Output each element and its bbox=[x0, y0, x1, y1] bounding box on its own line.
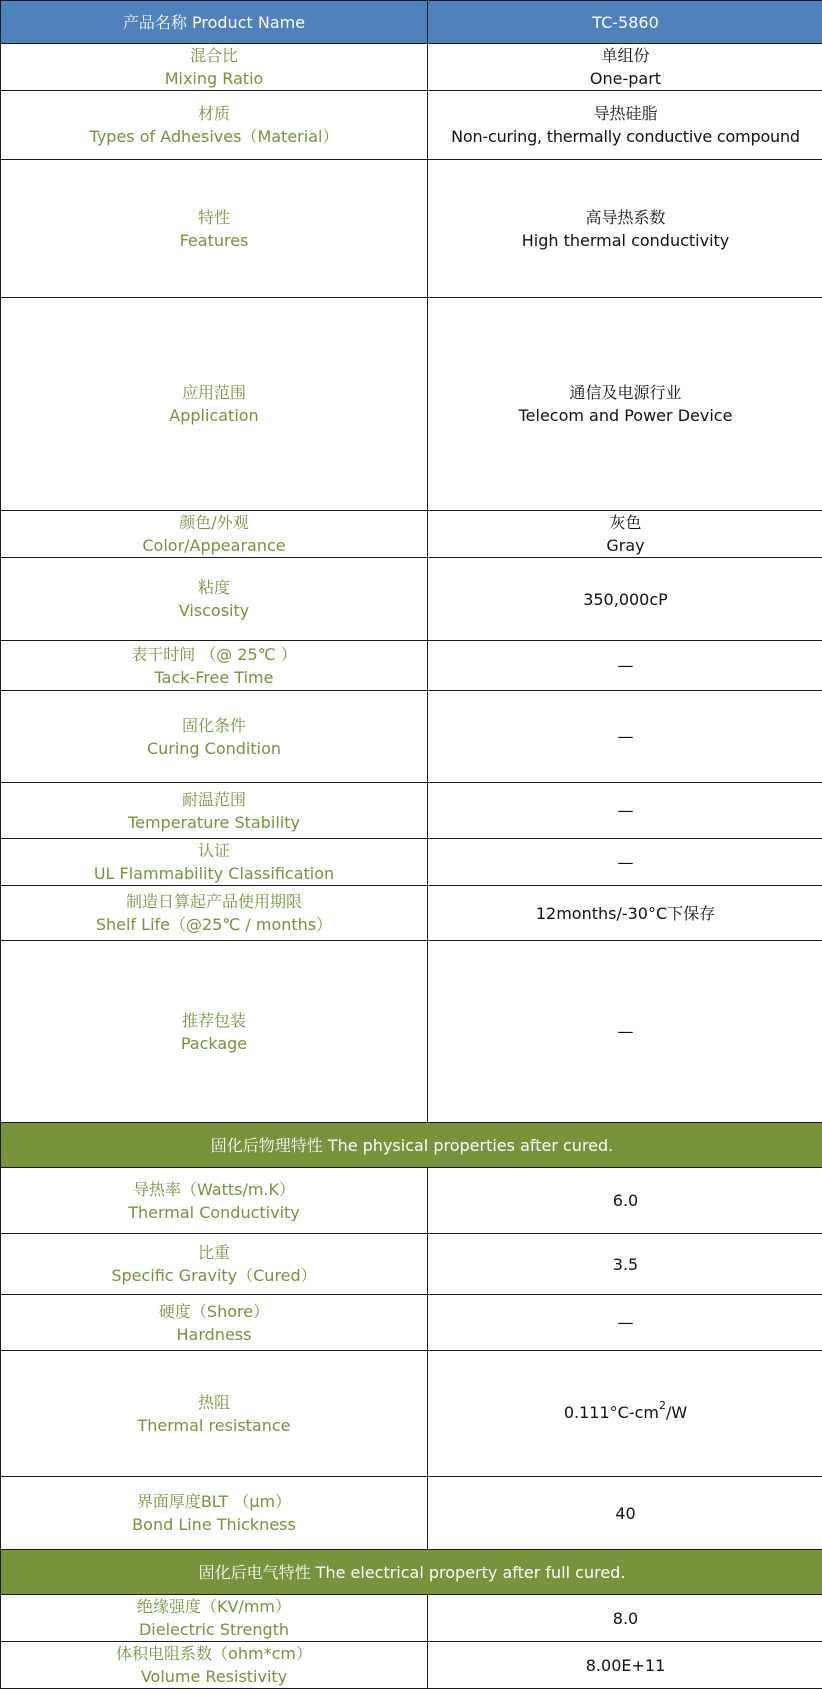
table-row bbox=[1, 691, 822, 783]
label-en: Thermal resistance bbox=[3, 1414, 425, 1437]
table-row bbox=[1, 941, 822, 1123]
table-row bbox=[1, 1642, 822, 1689]
label-en: Bond Line Thickness bbox=[3, 1513, 425, 1536]
label-zh: 认证 bbox=[3, 839, 425, 862]
thermal-resistance-main: 0.111°C-cm bbox=[564, 1403, 659, 1422]
table-row bbox=[1, 783, 822, 839]
volume-resistivity-label bbox=[1, 1642, 428, 1689]
label-en: Thermal Conductivity bbox=[3, 1201, 425, 1224]
table-row bbox=[1, 886, 822, 941]
label-zh: 界面厚度BLT （μm） bbox=[3, 1490, 425, 1513]
dielectric-strength-label bbox=[1, 1595, 428, 1642]
label-zh: 颜色/外观 bbox=[3, 511, 425, 534]
label-zh: 混合比 bbox=[3, 44, 425, 67]
label-en: Hardness bbox=[3, 1323, 425, 1346]
thermal-resistance-unit: /W bbox=[666, 1403, 687, 1422]
label-en: Viscosity bbox=[3, 599, 425, 622]
specific-gravity-value: 3.5 bbox=[428, 1234, 822, 1295]
value-zh: 导热硅脂 bbox=[430, 102, 821, 125]
table-row bbox=[1, 641, 822, 691]
value-en: Non-curing, thermally conductive compound bbox=[430, 125, 821, 148]
value-zh: 灰色 bbox=[430, 511, 821, 534]
value-en: One-part bbox=[430, 67, 821, 90]
curing-condition-label bbox=[1, 691, 428, 783]
bond-line-thickness-label bbox=[1, 1477, 428, 1550]
temperature-stability-label bbox=[1, 783, 428, 839]
label-zh: 导热率（Watts/m.K） bbox=[3, 1178, 425, 1201]
label-en: Dielectric Strength bbox=[3, 1618, 425, 1641]
label-en: Curing Condition bbox=[3, 737, 425, 760]
label-zh: 耐温范围 bbox=[3, 788, 425, 811]
features-value bbox=[428, 160, 822, 298]
viscosity-label bbox=[1, 558, 428, 641]
table-row bbox=[1, 1595, 822, 1642]
temperature-stability-value: — bbox=[428, 783, 822, 839]
value-zh: 高导热系数 bbox=[430, 206, 821, 229]
label-zh: 固化条件 bbox=[3, 714, 425, 737]
viscosity-value: 350,000cP bbox=[428, 558, 822, 641]
mixing-ratio-label bbox=[1, 44, 428, 91]
dielectric-strength-value: 8.0 bbox=[428, 1595, 822, 1642]
label-zh: 硬度（Shore） bbox=[3, 1300, 425, 1323]
label-zh: 特性 bbox=[3, 206, 425, 229]
color-value bbox=[428, 511, 822, 558]
features-label bbox=[1, 160, 428, 298]
label-en: Specific Gravity（Cured） bbox=[3, 1264, 425, 1287]
table-row bbox=[1, 511, 822, 558]
section-cured-title: 固化后物理特性 The physical properties after cured. bbox=[1, 1123, 822, 1168]
label-zh: 制造日算起产品使用期限 bbox=[3, 890, 425, 913]
label-zh: 体积电阻系数（ohm*cm） bbox=[3, 1642, 425, 1665]
shelf-life-label bbox=[1, 886, 428, 941]
label-en: Color/Appearance bbox=[3, 534, 425, 557]
label-en: Types of Adhesives（Material） bbox=[3, 125, 425, 148]
label-en: Shelf Life（@25℃ / months） bbox=[3, 913, 425, 936]
ul-flammability-value: — bbox=[428, 839, 822, 886]
value-zh: 通信及电源行业 bbox=[430, 381, 821, 404]
label-en: Package bbox=[3, 1032, 425, 1055]
section-header-row bbox=[1, 1550, 822, 1595]
ul-flammability-label bbox=[1, 839, 428, 886]
section-electrical-title: 固化后电气特性 The electrical property after full cured. bbox=[1, 1550, 822, 1595]
table-row bbox=[1, 44, 822, 91]
label-zh: 推荐包装 bbox=[3, 1009, 425, 1032]
value-en: Gray bbox=[430, 534, 821, 557]
bond-line-thickness-value: 40 bbox=[428, 1477, 822, 1550]
thermal-resistance-exponent: 2 bbox=[659, 1399, 666, 1412]
product-name-label: 产品名称 Product Name bbox=[1, 1, 428, 44]
thermal-resistance-value bbox=[428, 1351, 822, 1477]
table-row bbox=[1, 1477, 822, 1550]
thermal-conductivity-value: 6.0 bbox=[428, 1168, 822, 1234]
application-value bbox=[428, 298, 822, 511]
tack-free-time-value: — bbox=[428, 641, 822, 691]
label-en: Application bbox=[3, 404, 425, 427]
label-zh: 比重 bbox=[3, 1241, 425, 1264]
table-row bbox=[1, 298, 822, 511]
table-row bbox=[1, 160, 822, 298]
thermal-resistance-label bbox=[1, 1351, 428, 1477]
package-value: — bbox=[428, 941, 822, 1123]
table-row bbox=[1, 1168, 822, 1234]
hardness-value: — bbox=[428, 1295, 822, 1351]
package-label bbox=[1, 941, 428, 1123]
table-row bbox=[1, 1234, 822, 1295]
label-zh: 绝缘强度（KV/mm） bbox=[3, 1595, 425, 1618]
label-zh: 粘度 bbox=[3, 576, 425, 599]
table-row bbox=[1, 1295, 822, 1351]
label-zh: 表干时间 （@ 25℃ ） bbox=[3, 643, 425, 666]
value-zh: 单组份 bbox=[430, 44, 821, 67]
value-en: Telecom and Power Device bbox=[430, 404, 821, 427]
label-en: Mixing Ratio bbox=[3, 67, 425, 90]
label-zh: 应用范围 bbox=[3, 381, 425, 404]
table-row bbox=[1, 91, 822, 160]
label-en: Tack-Free Time bbox=[3, 666, 425, 689]
label-en: UL Flammability Classification bbox=[3, 862, 425, 885]
value-en: High thermal conductivity bbox=[430, 229, 821, 252]
application-label bbox=[1, 298, 428, 511]
section-header-row bbox=[1, 1123, 822, 1168]
material-label bbox=[1, 91, 428, 160]
mixing-ratio-value bbox=[428, 44, 822, 91]
shelf-life-value: 12months/-30°C下保存 bbox=[428, 886, 822, 941]
label-zh: 热阻 bbox=[3, 1391, 425, 1414]
label-en: Features bbox=[3, 229, 425, 252]
tack-free-time-label bbox=[1, 641, 428, 691]
table-row bbox=[1, 558, 822, 641]
label-en: Temperature Stability bbox=[3, 811, 425, 834]
table-row bbox=[1, 1351, 822, 1477]
table-row bbox=[1, 839, 822, 886]
thermal-conductivity-label bbox=[1, 1168, 428, 1234]
specific-gravity-label bbox=[1, 1234, 428, 1295]
label-zh: 材质 bbox=[3, 102, 425, 125]
label-en: Volume Resistivity bbox=[3, 1665, 425, 1688]
product-name-value: TC-5860 bbox=[428, 1, 822, 44]
color-label bbox=[1, 511, 428, 558]
header-row bbox=[1, 1, 822, 44]
hardness-label bbox=[1, 1295, 428, 1351]
material-value bbox=[428, 91, 822, 160]
curing-condition-value: — bbox=[428, 691, 822, 783]
volume-resistivity-value: 8.00E+11 bbox=[428, 1642, 822, 1689]
